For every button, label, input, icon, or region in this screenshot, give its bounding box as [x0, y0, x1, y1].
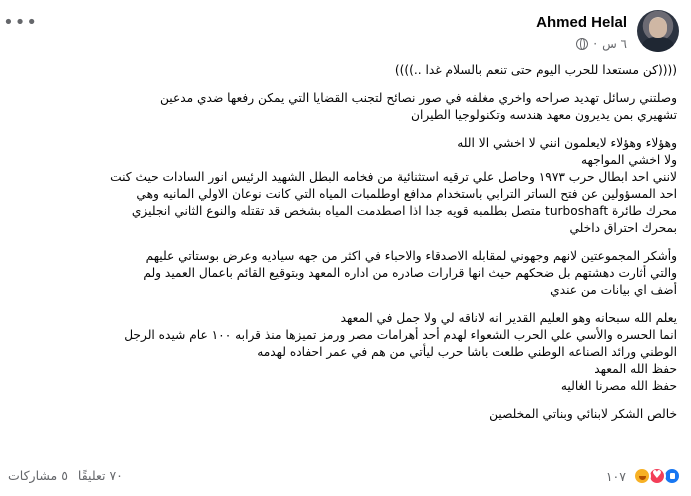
post-body-line: حفظ الله المعهد: [594, 362, 677, 376]
reaction-count: ١٠٧: [605, 468, 626, 484]
paragraph-gap: [10, 79, 677, 90]
shares-count[interactable]: ٥ مشاركات: [8, 468, 68, 483]
post-footer: [8, 465, 681, 489]
post-body-line: وهؤلاء وهؤلاء لايعلمون انني لا اخشي الا الله: [457, 136, 677, 150]
care-icon: [633, 467, 651, 485]
post-timestamp[interactable]: ٦ س: [602, 37, 627, 51]
post-body-line: وصلتني رسائل تهديد صراحه واخري مغلفه في صور نصائح لتجنب القضايا التي يمكن رفعها ضدي مدعين: [159, 91, 677, 105]
post-body-line: محرك طائرة turboshaft متصل بطلمبه قويه جدا اذا اصطدمت المياه بشخص قد تقتله والنوع الثاني انجليزي: [131, 204, 677, 218]
post-body-line: وأشكر المجموعتين لانهم وجهوني لمقابله الاصدقاء والاحباء في اكثر من جهه سياديه وعرض بوستاتي عليهم: [145, 249, 677, 263]
avatar-shirt: [642, 37, 674, 52]
post-body: [10, 62, 677, 423]
paragraph-gap: [10, 124, 677, 135]
post-body-line: والتي أثارت دهشتهم بل ضحكهم حيث انها قرارات صادره من اداره المعهد وبتوقيع القائم باعمال العميد ولم: [143, 266, 677, 280]
post-body-line: خالص الشكر لابنائي وبناتي المخلصين: [489, 407, 677, 421]
reactions-summary[interactable]: [606, 467, 681, 485]
globe-icon: [576, 38, 588, 50]
post-body-line: حفظ الله مصرنا الغاليه: [560, 379, 677, 393]
paragraph-gap: [10, 395, 677, 406]
paragraph-gap: [10, 237, 677, 248]
more-icon[interactable]: •••: [3, 12, 38, 33]
post-body-line: احد المسؤولين عن فتح الساتر الترابي باستخدام مدافع اوطلمبات المياه التي كانت نوعان الاولي المانيه وهي: [136, 187, 677, 201]
post-body-line: انما الحسره والأسي علي الحرب الشعواء لهدم أحد أهرامات مصر ورمز تميزها منذ قرابه ١٠٠ عام شيده الرجل: [124, 328, 677, 342]
post-body-line: بمحرك احتراق داخلي: [569, 221, 677, 235]
post-body-line: لانني احد ابطال حرب ١٩٧٣ وحاصل علي ترقيه استثنائية من فخامه البطل الشهيد الرئيس انور السادات حيث كنت: [110, 170, 677, 184]
post-body-line: تشهيري بمن يديرون معهد هندسه وتكنولوجيا الطيران: [411, 108, 677, 122]
comments-count[interactable]: ٧٠ تعليقًا: [77, 468, 123, 483]
post-body-line: الوطني ورائد الصناعه الوطني طلعت باشا حرب ليأتي من هم في عمر احفاده لهدمه: [257, 345, 677, 359]
post-stats: [8, 468, 123, 483]
avatar-face: [649, 18, 667, 38]
post-body-line: ((((كن مستعدا للحرب اليوم حتى تنعم بالسلام غدا ..)))): [394, 63, 677, 77]
post-body-line: يعلم الله سبحانه وهو العليم القدير انه لاناقه لي ولا جمل في المعهد: [340, 311, 677, 325]
post-body-line: أضف اي بيانات من عندي: [550, 283, 677, 297]
meta-separator: ·: [593, 37, 598, 51]
post-body-line: ولا اخشي المواجهه: [580, 153, 677, 167]
post-header: [3, 10, 679, 58]
paragraph-gap: [10, 299, 677, 310]
author-name[interactable]: Ahmed Helal: [536, 14, 627, 31]
author-avatar[interactable]: [637, 10, 679, 52]
post-meta: [576, 37, 627, 51]
